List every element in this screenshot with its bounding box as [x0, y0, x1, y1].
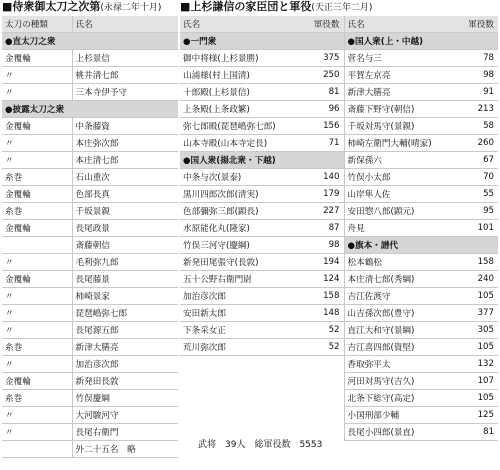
section-header-row: [2, 33, 178, 50]
military-service-cell: 95: [458, 203, 498, 220]
table-row: [2, 135, 178, 152]
military-service-cell: 107: [458, 373, 498, 390]
name-cell: 柿崎左衛門大輔(晴家): [344, 135, 458, 152]
table-header-row: [180, 16, 498, 33]
name-cell: 山吉孫次郎(豊守): [344, 305, 458, 322]
sword-type-cell: 〃: [2, 322, 72, 339]
name-cell: 安田惣八郎(顕元): [344, 203, 458, 220]
name-cell: 山岸隼人佐: [344, 186, 458, 203]
table-row: [180, 84, 498, 101]
table-row: [2, 271, 178, 288]
military-service-cell: 124: [302, 271, 344, 288]
header-military-service: 軍役数: [302, 16, 344, 33]
name-cell: 山浦様(村上国清): [180, 67, 302, 84]
table-row: [180, 33, 498, 50]
empty-cell: [302, 407, 344, 424]
sword-type-cell: 金覆輪: [2, 220, 72, 237]
military-service-cell: 52: [302, 322, 344, 339]
table-row: [2, 220, 178, 237]
table-row: [180, 186, 498, 203]
header-name: 氏名: [72, 16, 178, 33]
name-cell: 水原能化丸(隆家): [180, 220, 302, 237]
table-row: [2, 339, 178, 356]
name-cell: 長尾小四郎(景直): [344, 424, 458, 441]
table-row: [180, 135, 498, 152]
table-row: [2, 50, 178, 67]
name-cell: 竹俣三河守(慶綱): [180, 237, 302, 254]
table-row: [180, 339, 498, 356]
table-row: [180, 169, 498, 186]
table-row: [2, 118, 178, 135]
table-row: [2, 237, 178, 254]
table-row: [2, 373, 178, 390]
left-title-text: ■侍衆御太刀之次第: [2, 0, 101, 13]
section-label: ●一門衆: [180, 33, 344, 50]
name-cell: 外二十五名 略: [72, 441, 178, 458]
name-cell: 三本寺伊予守: [72, 84, 178, 101]
name-cell: 加治彦次郎: [72, 356, 178, 373]
name-cell: 長尾源五郎: [72, 322, 178, 339]
table-row: [180, 118, 498, 135]
name-cell: 柿崎景家: [72, 288, 178, 305]
table-row: [180, 390, 498, 407]
right-subtitle: (天正三年二月): [311, 3, 373, 13]
name-cell: 大河駿河守: [72, 407, 178, 424]
military-service-cell: 250: [302, 67, 344, 84]
name-cell: 本庄清七郎: [72, 152, 178, 169]
military-service-cell: 78: [458, 50, 498, 67]
military-service-cell: 260: [458, 135, 498, 152]
military-service-cell: 81: [458, 424, 498, 441]
table-row: [180, 271, 498, 288]
section-label: ●直太刀之衆: [2, 33, 178, 50]
name-cell: 加治彦次郎: [180, 288, 302, 305]
military-service-cell: 140: [302, 169, 344, 186]
sword-type-cell: 金覆輪: [2, 50, 72, 67]
table-row: [180, 373, 498, 390]
name-cell: 本庄弥次郎: [72, 135, 178, 152]
sword-type-cell: 金覆輪: [2, 186, 72, 203]
name-cell: 舟見: [344, 220, 458, 237]
sword-type-cell: 糸巻: [2, 339, 72, 356]
military-service-cell: 52: [302, 339, 344, 356]
military-service-cell: 70: [458, 169, 498, 186]
military-service-cell: 105: [458, 390, 498, 407]
table-row: [2, 203, 178, 220]
right-title: [180, 0, 372, 14]
name-cell: 毛利弥九郎: [72, 254, 178, 271]
sword-type-cell: 〃: [2, 67, 72, 84]
sword-type-cell: 〃: [2, 424, 72, 441]
name-cell: 直江大和守(景綱): [344, 322, 458, 339]
military-service-cell: 227: [302, 203, 344, 220]
name-cell: 新津大膳亮: [344, 84, 458, 101]
military-service-cell: 179: [302, 186, 344, 203]
military-service-cell: 132: [458, 356, 498, 373]
name-cell: 松本鶴松: [344, 254, 458, 271]
sword-type-cell: 糸巻: [2, 203, 72, 220]
military-service-cell: 98: [458, 67, 498, 84]
vassal-military-service-table: [180, 16, 498, 441]
table-row: [180, 407, 498, 424]
name-cell: 北条下総守(高定): [344, 390, 458, 407]
name-cell: 黒川四郎次郎(清実): [180, 186, 302, 203]
military-service-cell: 375: [302, 50, 344, 67]
military-service-cell: 125: [458, 407, 498, 424]
table-row: [180, 67, 498, 84]
header-military-service: 軍役数: [458, 16, 498, 33]
table-row: [2, 356, 178, 373]
military-service-cell: 67: [458, 152, 498, 169]
name-cell: 河田対馬守(吉久): [344, 373, 458, 390]
table-row: [2, 152, 178, 169]
table-row: [180, 220, 498, 237]
military-service-cell: 305: [458, 322, 498, 339]
military-service-cell: 240: [458, 271, 498, 288]
name-cell: 菅名与三: [344, 50, 458, 67]
name-cell: 桃井清七郎: [72, 67, 178, 84]
table-row: [2, 186, 178, 203]
name-cell: 新発田長敦: [72, 373, 178, 390]
sword-type-cell: 〃: [2, 407, 72, 424]
military-service-cell: 156: [302, 118, 344, 135]
military-service-cell: 58: [458, 118, 498, 135]
header-name: 氏名: [180, 16, 302, 33]
section-label: ●国人衆(揚北衆・下越): [180, 152, 344, 169]
table-row: [2, 441, 178, 458]
table-row: [2, 67, 178, 84]
sword-type-cell: 〃: [2, 135, 72, 152]
right-title-text: ■上杉謙信の家臣団と軍役: [180, 0, 312, 13]
sword-type-cell: 〃: [2, 305, 72, 322]
sword-type-cell: 糸巻: [2, 390, 72, 407]
header-sword-type: 太刀の種類: [2, 16, 72, 33]
name-cell: 小国刑部少輔: [344, 407, 458, 424]
name-cell: 新津大膳亮: [72, 339, 178, 356]
table-row: [2, 322, 178, 339]
table-header-row: [2, 16, 178, 33]
military-service-cell: 105: [458, 339, 498, 356]
retainer-sword-table: [2, 16, 178, 458]
empty-cell: [302, 356, 344, 373]
section-label: ●国人衆(上・中越): [344, 33, 498, 50]
name-cell: 斎藤朝信: [72, 237, 178, 254]
name-cell: 弥七郎殿(琵琶嶋弥七郎): [180, 118, 302, 135]
name-cell: 十郎殿(上杉景信): [180, 84, 302, 101]
name-cell: 本庄清七郎(秀綱): [344, 271, 458, 288]
table-row: [180, 50, 498, 67]
table-row: [180, 237, 498, 254]
table-row: [2, 169, 178, 186]
military-service-cell: 71: [302, 135, 344, 152]
empty-cell: [302, 390, 344, 407]
table-row: [180, 254, 498, 271]
military-service-cell: 55: [458, 186, 498, 203]
table-row: [180, 203, 498, 220]
empty-cell: [302, 373, 344, 390]
name-cell: 下条采女正: [180, 322, 302, 339]
table-row: [180, 356, 498, 373]
military-service-cell: 81: [302, 84, 344, 101]
sword-type-cell: 金覆輪: [2, 118, 72, 135]
name-cell: 御中将様(上杉景勝): [180, 50, 302, 67]
left-title: [2, 0, 161, 14]
section-label: ●披露太刀之衆: [2, 101, 178, 118]
section-label: ●旗本・譜代: [344, 237, 498, 254]
military-service-cell: 96: [302, 101, 344, 118]
name-cell: 五十公野右衛門尉: [180, 271, 302, 288]
table-row: [2, 424, 178, 441]
sword-type-cell: [2, 441, 72, 458]
sword-type-cell: 金覆輪: [2, 271, 72, 288]
table-row: [2, 288, 178, 305]
military-service-cell: 377: [458, 305, 498, 322]
name-cell: 中条藤資: [72, 118, 178, 135]
military-service-cell: 101: [458, 220, 498, 237]
table-row: [180, 152, 498, 169]
name-cell: 斎藤下野守(朝信): [344, 101, 458, 118]
name-cell: 色部彌弥三郎(顕長): [180, 203, 302, 220]
name-cell: 山本寺殿(山本寺定長): [180, 135, 302, 152]
name-cell: 長尾藤景: [72, 271, 178, 288]
table-row: [180, 305, 498, 322]
table-row: [2, 407, 178, 424]
military-service-cell: 105: [458, 288, 498, 305]
sword-type-cell: 〃: [2, 84, 72, 101]
name-cell: 上杉景信: [72, 50, 178, 67]
right-footer: 武将 39人 総軍役数 5553: [198, 440, 323, 450]
name-cell: 石山重次: [72, 169, 178, 186]
empty-cell: [180, 407, 302, 424]
empty-cell: [180, 356, 302, 373]
name-cell: 吉江佐渡守: [344, 288, 458, 305]
name-cell: 香取弥平太: [344, 356, 458, 373]
table-row: [2, 254, 178, 271]
left-subtitle: (永禄二年十月): [100, 3, 162, 13]
table-row: [2, 390, 178, 407]
header-name: 氏名: [344, 16, 458, 33]
table-row: [2, 305, 178, 322]
table-row: [2, 84, 178, 101]
name-cell: 長尾政景: [72, 220, 178, 237]
sword-type-cell: 〃: [2, 152, 72, 169]
name-cell: 新発田尾張守(長敦): [180, 254, 302, 271]
name-cell: 上条殿(上条政繁): [180, 101, 302, 118]
military-service-cell: 213: [458, 101, 498, 118]
military-service-cell: 91: [458, 84, 498, 101]
name-cell: 千坂景親: [72, 203, 178, 220]
sword-type-cell: 金覆輪: [2, 373, 72, 390]
name-cell: 竹俣慶綱: [72, 390, 178, 407]
name-cell: 平賀左京亮: [344, 67, 458, 84]
sword-type-cell: 〃: [2, 288, 72, 305]
name-cell: 竹俣小太郎: [344, 169, 458, 186]
military-service-cell: 87: [302, 220, 344, 237]
table-row: [180, 101, 498, 118]
table-row: [180, 322, 498, 339]
name-cell: 長尾右衛門: [72, 424, 178, 441]
sword-type-cell: 〃: [2, 356, 72, 373]
table-row: [180, 288, 498, 305]
military-service-cell: 158: [302, 288, 344, 305]
empty-cell: [180, 373, 302, 390]
name-cell: 安田新太郎: [180, 305, 302, 322]
name-cell: 琵琶嶋弥七郎: [72, 305, 178, 322]
name-cell: 千坂対馬守(景親): [344, 118, 458, 135]
military-service-cell: 98: [302, 237, 344, 254]
name-cell: 新保孫六: [344, 152, 458, 169]
name-cell: 色部長真: [72, 186, 178, 203]
section-header-row: [2, 101, 178, 118]
empty-cell: [180, 390, 302, 407]
name-cell: 荒川弥次郎: [180, 339, 302, 356]
name-cell: 吉江喜四郎(資堅): [344, 339, 458, 356]
military-service-cell: 194: [302, 254, 344, 271]
sword-type-cell: 糸巻: [2, 169, 72, 186]
military-service-cell: 148: [302, 305, 344, 322]
sword-type-cell: [2, 237, 72, 254]
name-cell: 中条与次(景泰): [180, 169, 302, 186]
sword-type-cell: 〃: [2, 254, 72, 271]
military-service-cell: 158: [458, 254, 498, 271]
